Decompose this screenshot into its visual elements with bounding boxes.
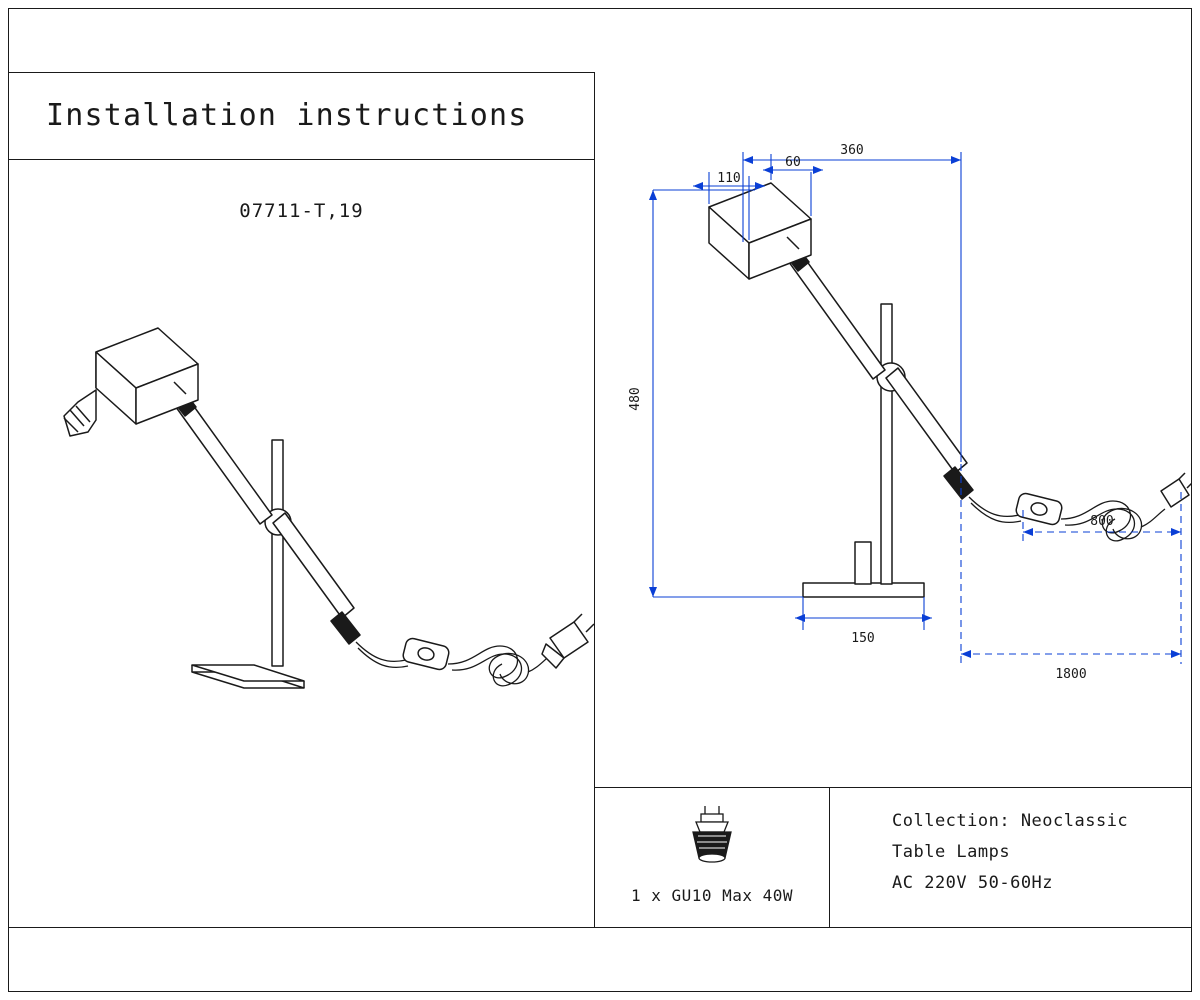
bulb-caption: 1 x GU10 Max 40W <box>630 886 794 905</box>
model-code: 07711-T,19 <box>239 200 364 222</box>
specification-block <box>830 788 1192 928</box>
page-title: Installation instructions <box>46 98 528 133</box>
lamp-perspective-drawing <box>8 260 595 820</box>
spec-collection: Collection: Neoclassic <box>892 811 1129 831</box>
lamp-dimensioned-drawing <box>595 72 1192 788</box>
bulb-info-block <box>595 788 830 928</box>
dim-110-shade-length: 110 <box>717 171 741 186</box>
right-drawing-panel <box>595 72 1192 788</box>
dim-60-shade-diameter: 60 <box>785 155 801 170</box>
spec-electrical: AC 220V 50-60Hz <box>892 873 1054 893</box>
dim-1800-total-cord: 1800 <box>1055 667 1087 682</box>
spec-category: Table Lamps <box>892 842 1011 862</box>
dim-150-base-width: 150 <box>851 631 875 646</box>
dim-360-width-top: 360 <box>840 143 864 158</box>
dim-800-cord-segment: 800 <box>1090 514 1114 529</box>
dim-480-height: 480 <box>628 387 643 411</box>
gu10-bulb-icon <box>684 802 740 872</box>
